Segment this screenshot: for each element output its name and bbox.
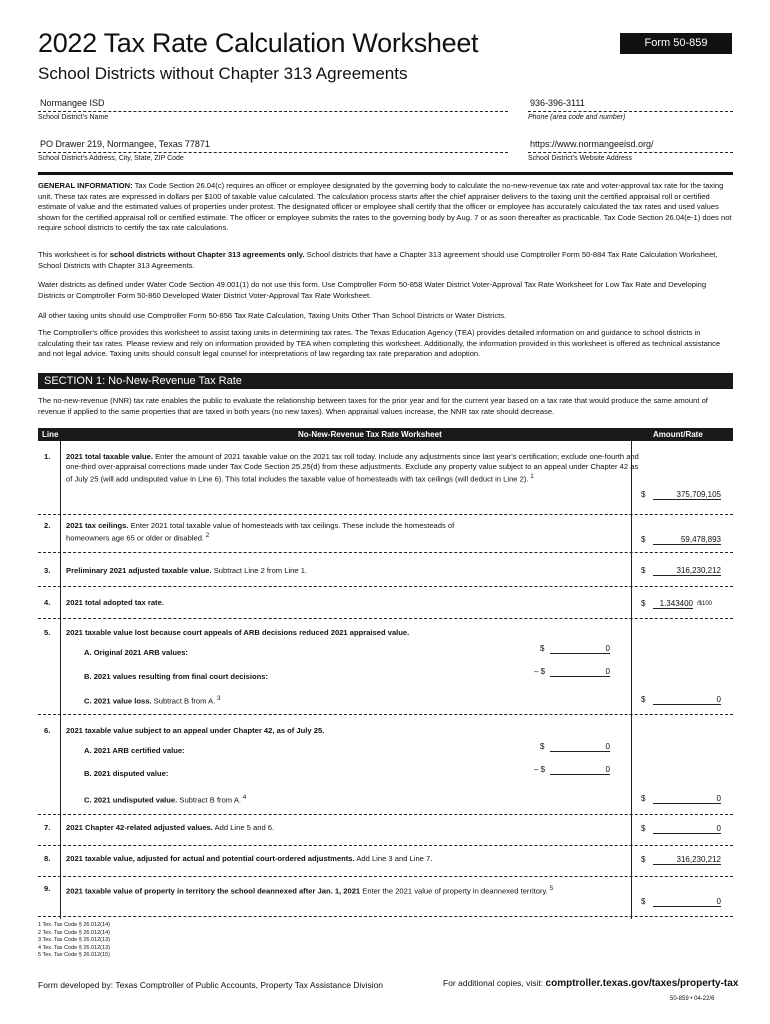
row-separator — [38, 514, 733, 515]
line-6b-amount[interactable] — [534, 765, 610, 774]
line-number: 8. — [44, 854, 51, 863]
sub-text: Subtract B from A. — [177, 795, 241, 805]
line-description — [66, 628, 626, 638]
line-number: 6. — [44, 726, 51, 735]
line-number: 4. — [44, 598, 51, 607]
amount-value: 0 — [653, 897, 721, 907]
line-description — [66, 598, 626, 608]
line-title: 2021 tax ceilings. — [66, 521, 129, 530]
line-5a — [84, 648, 188, 657]
row-separator — [38, 618, 733, 619]
scope-text: This worksheet is for — [38, 250, 110, 259]
row-separator — [38, 552, 733, 553]
line-number: 2. — [44, 521, 51, 530]
worksheet-table-header — [38, 428, 733, 441]
dollar-sign: $ — [641, 566, 646, 575]
row-separator — [38, 714, 733, 715]
footnote: 1 Tex. Tax Code § 26.012(14) — [38, 922, 110, 928]
table-row — [38, 854, 733, 870]
website-value: https://www.normangeeisd.org/ — [530, 139, 654, 149]
comptroller-paragraph: The Comptroller's office provides this worksheet to assist taxing units in determining tax rates. The Texas Education Agency (TEA) provides detailed information on and guidance to school districts in calculating their tax rates. Please review and rely on information provided by TEA when completing this worksheet. Additionally, the information provided in this worksheet is offered as technical assistance and not legal advice. Taxing units should consult legal counsel for interpretations of law regarding tax rate preparation and adoption. — [38, 328, 721, 358]
line-5c — [84, 695, 221, 706]
col-title: No-New-Revenue Tax Rate Worksheet — [298, 430, 442, 439]
dollar-sign: $ — [641, 794, 646, 803]
line-description — [66, 521, 486, 544]
line-description — [66, 854, 626, 864]
col-line: Line — [42, 430, 59, 439]
row-separator — [38, 814, 733, 815]
amount-value: 316,230,212 — [653, 566, 721, 576]
field-rule — [528, 152, 733, 153]
table-row — [38, 823, 733, 839]
amount-value: 0 — [550, 742, 610, 752]
page-title: 2022 Tax Rate Calculation Worksheet — [38, 28, 479, 58]
address-value: PO Drawer 219, Normangee, Texas 77871 — [40, 139, 210, 149]
dollar-sign: $ — [641, 897, 646, 906]
line-title: 2021 Chapter 42-related adjusted values. — [66, 823, 213, 832]
dollar-sign: $ — [641, 695, 646, 704]
line-5a-amount[interactable] — [540, 644, 610, 653]
divider — [38, 172, 733, 175]
line-title: 2021 total adopted tax rate. — [66, 598, 164, 607]
scope-bold: school districts without Chapter 313 agreements only. — [109, 250, 305, 259]
line-text: Add Line 3 and Line 7. — [354, 854, 433, 863]
sub-label: B. 2021 values resulting from final court decisions: — [84, 672, 268, 681]
field-rule — [528, 111, 733, 112]
general-text: Tax Code Section 26.04(c) requires an officer or employee designated by the governing body to calculate the no-new-revenue tax rate and voter-approval tax rate for the taxing unit. These tax rates are expressed in dollars per $100 of taxable value calculated. The calculation process starts after the chief appraiser delivers to the taxing unit the certified appraisal roll or certified estimate of value and the estimated values of properties under protest. The designated officer or employee shall certify that the officer or employee has accurately calculated the tax rates and used values shown for the certified appraisal roll or certified estimate. The officer or employee submits the rates to the governing body by Aug. 7 or as soon thereafter as practicable. Tax Code Section 26.04(e-1) does not require school districts to certify the tax rate calculations. — [38, 181, 732, 232]
footnote-ref: 5 — [547, 885, 554, 892]
table-row — [38, 884, 733, 914]
other-units-paragraph: All other taxing units should use Comptroller Form 50-856 Tax Rate Calculation, Taxing Units Other Than School Districts or Water Districts. — [38, 311, 507, 320]
district-name-value: Normangee ISD — [40, 98, 105, 108]
sub-label: B. 2021 disputed value: — [84, 769, 169, 778]
rate-value: 1.343400 — [653, 599, 693, 609]
amount-value: 0 — [653, 824, 721, 834]
dollar-sign: $ — [641, 490, 646, 499]
footnote: 2 Tex. Tax Code § 26.012(14) — [38, 929, 110, 936]
dollar-sign: $ — [641, 855, 646, 864]
footnote-ref: 3 — [215, 695, 221, 702]
phone-value: 936-396-3111 — [530, 98, 585, 108]
footnote-ref: 1 — [528, 473, 534, 480]
footnotes — [38, 922, 110, 960]
line-description — [66, 452, 646, 485]
line-title: Preliminary 2021 adjusted taxable value. — [66, 566, 212, 575]
sub-label: A. Original 2021 ARB values: — [84, 648, 188, 657]
minus-dollar-sign: – $ — [534, 667, 546, 676]
footer-copies-text: For additional copies, visit: — [443, 978, 546, 988]
scope-paragraph — [38, 250, 733, 271]
line-6b — [84, 769, 168, 778]
amount-value: 0 — [550, 644, 610, 654]
line-description — [66, 884, 626, 897]
dollar-sign: $ — [540, 644, 545, 653]
form-code: 50-859 • 04-22/6 — [670, 996, 715, 1002]
line-description — [66, 823, 626, 833]
line-5b-amount[interactable] — [534, 667, 610, 676]
form-number-badge: Form 50-859 — [620, 33, 732, 54]
line-title: 2021 total taxable value. — [66, 452, 153, 461]
scope-text-2: School districts that have a Chapter 313 agreement should use Comptroller Form 50-884 Tax Rate Calculation Worksheet, School Districts with Chapter 313 Agreements. — [38, 250, 718, 270]
sub-label: A. 2021 ARB certified value: — [84, 746, 185, 755]
amount-value: 375,709,105 — [653, 490, 721, 500]
line-title: 2021 taxable value of property in territory the school deannexed after Jan. 1, 2021 — [66, 886, 361, 896]
section-1-description: The no-new-revenue (NNR) tax rate enables the public to evaluate the relationship between taxes for the prior year and for the current year based on a tax rate that would produce the same amount of revenue if applied to the same properties that are taxed in both years (no new taxes). When appraisal values increase, the NNR tax rate should decrease. — [38, 396, 708, 416]
footnote: 3 Tex. Tax Code § 26.012(13) — [38, 937, 110, 944]
footer-developer: Form developed by: Texas Comptroller of Public Accounts, Property Tax Assistance Division — [38, 980, 384, 990]
address-label: School District's Address, City, State, ZIP Code — [38, 155, 184, 162]
line-text: Enter the amount of 2021 taxable value on the 2021 tax roll today. Include any adjustments since last year's certification; exclude one-fourth and one-third over-appraisal corrections made under Tax Code Section 25.25(d) from these adjustments. Exclude any property value subject to an appeal under Chapter 42 as of July 25 (will add undisputed value in Line 6). This total includes the taxable value of homesteads with tax ceilings (will deduct in Line 2). — [66, 452, 639, 484]
amount-value: 0 — [653, 695, 721, 705]
dollar-sign: $ — [641, 824, 646, 833]
footnote-ref: 2 — [204, 532, 210, 539]
line-number: 9. — [44, 884, 51, 893]
dollar-sign: $ — [641, 535, 646, 544]
line-number: 3. — [44, 566, 51, 575]
website-label: School District's Website Address — [528, 155, 632, 162]
amount-value: 0 — [550, 667, 610, 677]
phone-label: Phone (area code and number) — [528, 114, 626, 121]
line-title: 2021 taxable value lost because court appeals of ARB decisions reduced 2021 appraised value. — [66, 628, 410, 637]
line-6c — [84, 794, 246, 805]
sub-label: C. 2021 value loss. — [84, 696, 152, 706]
amount-value: 0 — [550, 765, 610, 775]
section-1-header: SECTION 1: No-New-Revenue Tax Rate — [38, 373, 733, 389]
table-row — [38, 566, 733, 582]
water-district-paragraph: Water districts as defined under Water Code Section 49.001(1) do not use this form. Use Comptroller Form 50-858 Water District Voter-Approval Tax Rate Worksheet for Low Tax Rate and Developing Districts or Comptroller Form 50-860 Developed Water District Voter-Approval Tax Rate Worksheet. — [38, 280, 707, 300]
line-description — [66, 726, 626, 736]
minus-dollar-sign: – $ — [534, 765, 546, 774]
line-6a-amount[interactable] — [540, 742, 610, 751]
table-row — [38, 521, 733, 551]
col-amount: Amount/Rate — [653, 430, 703, 439]
line-text: Enter 2021 total taxable value of homesteads with tax ceilings. These include the homesteads of homeowners age 65 or older or disabled. — [66, 521, 455, 543]
rate-unit: /$100 — [697, 601, 713, 607]
footnote: 4 Tex. Tax Code § 26.012(13) — [38, 944, 110, 951]
field-rule — [38, 111, 508, 112]
line-number: 5. — [44, 628, 51, 637]
line-text: Add Line 5 and 6. — [212, 823, 275, 832]
line-title: 2021 taxable value subject to an appeal under Chapter 42, as of July 25. — [66, 726, 325, 735]
table-row — [38, 598, 733, 614]
general-information — [38, 181, 733, 234]
row-separator — [38, 586, 733, 587]
district-name-label: School District's Name — [38, 114, 109, 121]
sub-label: C. 2021 undisputed value. — [84, 795, 178, 805]
line-number: 7. — [44, 823, 51, 832]
line-title: 2021 taxable value, adjusted for actual and potential court-ordered adjustments. — [66, 854, 355, 863]
amount-value: 316,230,212 — [653, 855, 721, 865]
amount-value: 59,478,893 — [653, 535, 721, 545]
line-description — [66, 566, 626, 576]
general-heading: GENERAL INFORMATION: — [38, 181, 133, 190]
sub-text: Subtract B from A. — [151, 696, 216, 706]
line-number: 1. — [44, 452, 51, 461]
footnote: 5 Tex. Tax Code § 26.012(15) — [38, 952, 110, 959]
dollar-sign: $ — [540, 742, 545, 751]
footnote-ref: 4 — [241, 794, 247, 801]
amount-value: 0 — [653, 794, 721, 804]
table-row — [38, 452, 733, 512]
field-rule — [38, 152, 508, 153]
footer-url-link[interactable]: comptroller.texas.gov/taxes/property-tax — [545, 978, 739, 989]
row-separator — [38, 876, 733, 877]
page-subtitle: School Districts without Chapter 313 Agreements — [38, 64, 408, 83]
row-separator — [38, 916, 733, 917]
line-5b — [84, 672, 268, 681]
row-separator — [38, 845, 733, 846]
line-text: Subtract Line 2 from Line 1. — [211, 566, 308, 575]
line-text: Enter the 2021 value of property in deannexed territory. — [360, 886, 548, 896]
line-6a — [84, 746, 185, 755]
dollar-sign: $ — [641, 599, 646, 608]
footer-copies — [443, 978, 738, 989]
